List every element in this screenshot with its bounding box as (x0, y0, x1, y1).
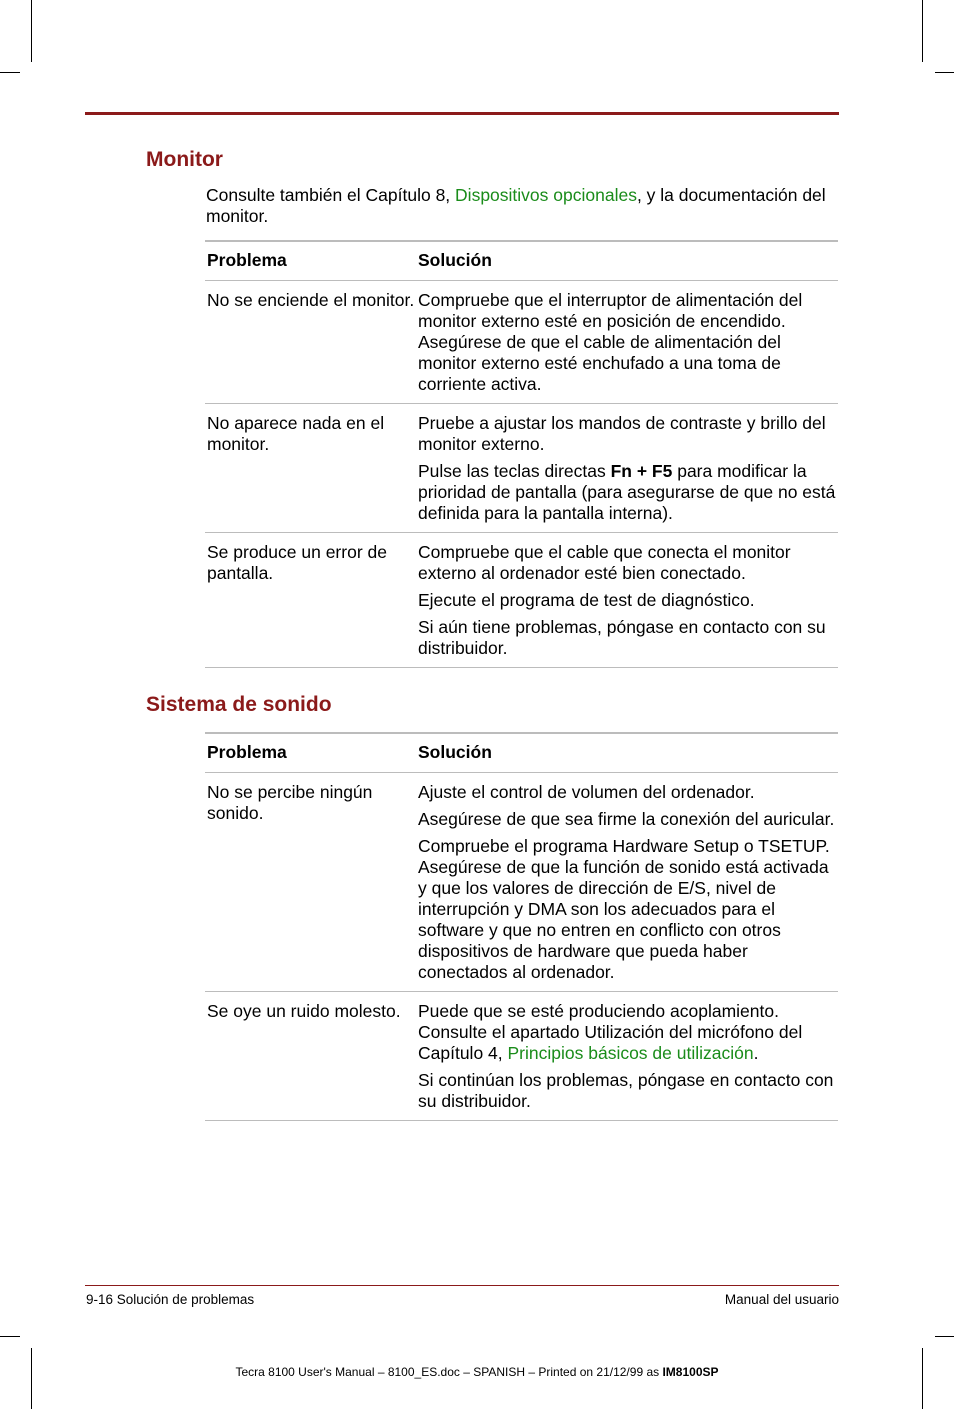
solution-paragraph: Compruebe que el cable que conecta el monitor externo al ordenador esté bien conectado. (418, 542, 791, 583)
link-principios-basicos[interactable]: Principios básicos de utilización (507, 1043, 754, 1063)
crop-mark (31, 0, 32, 62)
crop-mark (922, 0, 923, 62)
solution-text: para modificar la prioridad de pantalla (para asegurarse de que no está definida para la pantalla interna). (418, 461, 836, 523)
print-info (0, 1365, 954, 1379)
solution-cell (418, 1001, 838, 1112)
solution-cell (418, 542, 838, 659)
table-row (205, 533, 838, 668)
table-header-row (205, 242, 838, 281)
sound-table (205, 732, 838, 1121)
solution-text: Pulse las teclas directas (418, 461, 611, 481)
solution-paragraph: Ejecute el programa de test de diagnóstico. (418, 590, 755, 610)
link-dispositivos-opcionales[interactable]: Dispositivos opcionales (455, 185, 637, 205)
footer-rule (85, 1285, 839, 1286)
intro-paragraph (206, 185, 826, 227)
table-row (205, 992, 838, 1121)
intro-text-end: , y la documentación del monitor. (206, 185, 826, 226)
solution-cell (418, 290, 838, 395)
section-title-monitor: Monitor (146, 148, 223, 171)
crop-mark (0, 1336, 20, 1337)
solution-paragraph: Si aún tiene problemas, póngase en contacto con su distribuidor. (418, 617, 826, 658)
column-header-problem: Problema (207, 250, 287, 270)
solution-text: Puede que se esté produciendo acoplamiento. Consulte el apartado Utilización del micrófono del Capítulo 4, (418, 1001, 803, 1063)
crop-mark (0, 72, 20, 73)
column-header-solution: Solución (418, 742, 492, 762)
solution-text: . (753, 1043, 759, 1063)
problem-cell: Se oye un ruido molesto. (207, 1001, 401, 1021)
table-row (205, 404, 838, 533)
problem-cell: Se produce un error de pantalla. (207, 542, 387, 583)
problem-cell: No se percibe ningún sonido. (207, 782, 373, 823)
intro-text: Consulte también el Capítulo 8, (206, 185, 456, 205)
column-header-problem: Problema (207, 742, 287, 762)
monitor-table (205, 240, 838, 668)
solution-paragraph: Compruebe que el interruptor de alimentación del monitor externo esté en posición de encendido. Asegúrese de que el cable de alimentación del monitor externo esté enchufado a una toma de corriente activa. (418, 290, 803, 394)
crop-mark (935, 1336, 954, 1337)
print-info-text: Tecra 8100 User's Manual – 8100_ES.doc – SPANISH – Printed on 21/12/99 as (235, 1365, 663, 1379)
solution-paragraph (418, 461, 838, 524)
footer-page-label: 9-16 Solución de problemas (86, 1292, 255, 1307)
footer-manual-label: Manual del usuario (724, 1292, 839, 1307)
solution-cell (418, 413, 838, 524)
table-header-row (205, 734, 838, 773)
hotkey-text: Fn + F5 (610, 461, 673, 481)
print-info-code: IM8100SP (662, 1365, 719, 1379)
section-title-sound: Sistema de sonido (146, 693, 332, 716)
solution-paragraph: Pruebe a ajustar los mandos de contraste y brillo del monitor externo. (418, 413, 826, 454)
table-row (205, 281, 838, 404)
column-header-solution: Solución (418, 250, 492, 270)
solution-cell (418, 782, 838, 983)
crop-mark (935, 72, 954, 73)
solution-paragraph: Ajuste el control de volumen del ordenador. (418, 782, 755, 802)
solution-paragraph: Si continúan los problemas, póngase en contacto con su distribuidor. (418, 1070, 834, 1111)
solution-paragraph: Compruebe el programa Hardware Setup o TSETUP. Asegúrese de que la función de sonido está activada y que los valores de dirección de E/S, nivel de interrupción y DMA son los adecuados para el software y que no entren en conflicto con otros dispositivos de hardware que pueda haber conectados al ordenador. (418, 836, 830, 982)
solution-paragraph: Asegúrese de que sea firme la conexión del auricular. (418, 809, 835, 829)
problem-cell: No aparece nada en el monitor. (207, 413, 385, 454)
solution-paragraph (418, 1001, 838, 1064)
header-rule (85, 112, 839, 115)
table-row (205, 773, 838, 992)
problem-cell: No se enciende el monitor. (207, 290, 415, 310)
